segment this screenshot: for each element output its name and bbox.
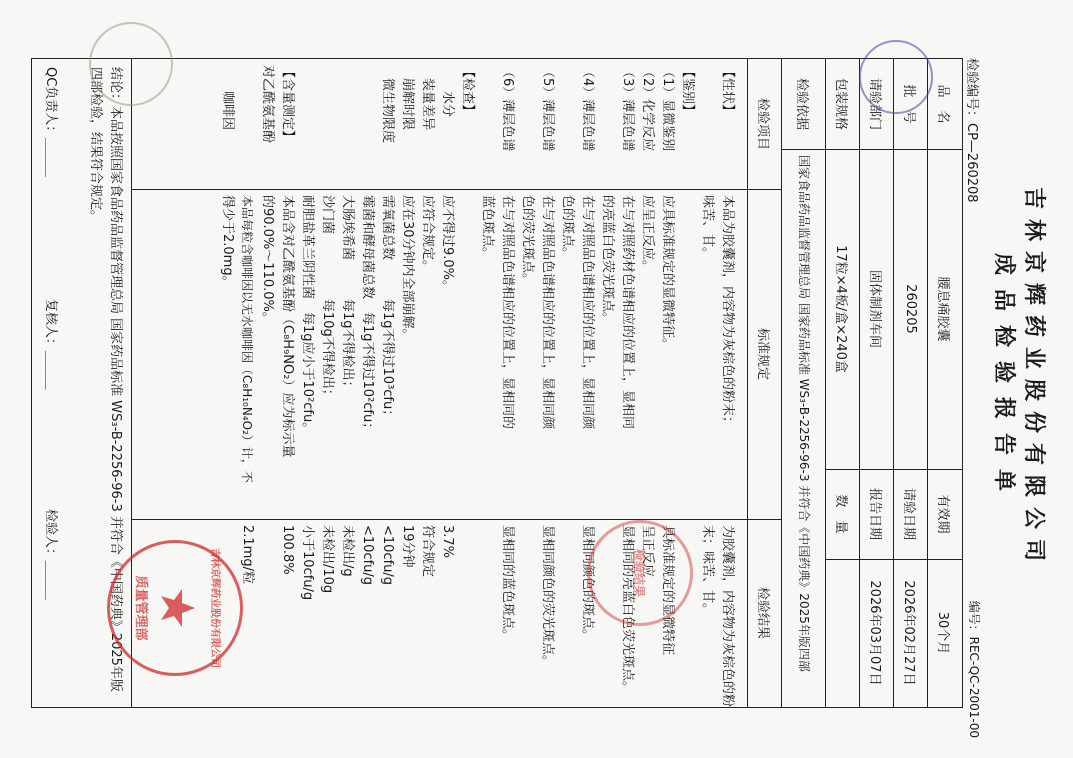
result-line: 100.8% [280, 525, 295, 575]
inspector-signature [43, 509, 62, 600]
qc-head-label: QC负责人： [43, 67, 58, 139]
standard-line: 蓝色斑点。 [480, 195, 495, 261]
quantity-label: 数 量 [833, 494, 849, 534]
item-line: 水分 [440, 65, 455, 118]
quantity-value [826, 559, 860, 707]
standard-line: 在与对照品色谱相应的位置上，显相同颜 [540, 195, 555, 430]
reviewer-handwriting: ＿＿＿ [43, 351, 58, 391]
pack-value: 17粒×4板/盒×240盒 [833, 245, 849, 373]
inspection-number-label: 检验编号： [964, 58, 979, 124]
standard-line: 的亮蓝白色荧光斑点。 [600, 195, 615, 326]
report-date-value: 2026年03月07日 [867, 580, 883, 686]
item-line [317, 65, 337, 195]
result-line: 显相同的亮蓝白色荧光斑点。 [620, 525, 635, 695]
item-line: （2）化学反应 [640, 65, 655, 152]
pack-label: 包装规格 [833, 77, 849, 130]
result-line [517, 525, 537, 713]
item-line [337, 65, 357, 195]
item-line [517, 65, 537, 195]
item-line [597, 65, 617, 195]
item-line: 【性状】 [720, 65, 735, 118]
batch-label: 批 号 [901, 84, 917, 124]
item-line [297, 65, 317, 195]
header-standard: 标准规定 [755, 327, 771, 380]
reviewer-signature [43, 299, 62, 390]
seal-dept-text: 质量管理部 [133, 575, 148, 641]
standard-line: 本品含对乙酰氨基酚（C₈H₉NO₂）应为标示量 [280, 195, 295, 458]
standard-line: 应不得过9.0%。 [440, 195, 455, 294]
item-line: （5）薄层色谱 [540, 65, 555, 152]
dept-label: 请验部门 [867, 77, 883, 130]
qc-head-signature [43, 67, 62, 177]
result-line [457, 525, 477, 713]
standard-line: 应符合规定。 [420, 195, 435, 274]
item-line: 【检查】 [460, 65, 475, 118]
info-row-product [927, 59, 962, 707]
result-line: 符合规定 [420, 525, 435, 578]
dept-value: 固体制剂车间 [867, 269, 883, 348]
result-line: 末；味苦、甘。 [700, 525, 715, 617]
standard-line: 大肠埃希菌 每1g不得检出； [340, 195, 355, 394]
standard-line: 应在30分钟内全部崩解。 [400, 195, 415, 342]
items-header-row [747, 59, 782, 707]
item-line: （1）显微鉴别 [660, 65, 675, 152]
result-line: 小于10cfu/g [300, 525, 315, 601]
standard-line: 在与对照品色谱相应的位置上，显相同颜 [580, 195, 595, 430]
standard-line: 得少于2.0mg。 [220, 195, 235, 289]
item-column [217, 59, 737, 195]
info-row-dept [859, 59, 894, 707]
result-line: 为胶囊剂，内容物为灰棕色的粉 [720, 525, 735, 708]
result-line: 显相同颜色的荧光斑点。 [540, 525, 555, 669]
standard-line: 色的斑点。 [560, 195, 575, 261]
result-line: <10cfu/g [380, 525, 395, 586]
report-title: 成品检验报告单 [991, 252, 1016, 505]
product-label: 品 名 [935, 84, 951, 124]
item-line: 崩解时限 [400, 65, 415, 131]
inspection-result-stamp [587, 520, 693, 626]
validity-value: 30个月 [935, 611, 951, 655]
item-line: 咖啡因 [220, 65, 235, 131]
seal-company-text: 吉林京辉药业股份有限公司 [209, 548, 220, 668]
standard-line: 应呈正反应。 [640, 195, 655, 274]
faint-blue-seal [859, 40, 933, 114]
result-line [557, 525, 577, 713]
info-row-batch [893, 59, 928, 707]
report-number-label: 编号： [967, 600, 981, 637]
item-line [477, 65, 497, 195]
standard-line: 需氧菌总数 每1g不得过10³cfu； [380, 195, 395, 423]
standard-line [677, 195, 697, 525]
request-date-label: 请验日期 [901, 487, 917, 540]
item-line [357, 65, 377, 195]
validity-label: 有效期 [935, 494, 951, 534]
standard-line: 色的荧光斑点。 [520, 195, 535, 287]
item-line: 【含量测定】 [280, 65, 295, 144]
basis-value: 国家食品药品监督管理总局 国家药品标准 WS₃-B-2256-96-3 并符合《中国药典》2025年版四部 [797, 155, 811, 672]
item-line: 【鉴别】 [680, 65, 695, 118]
company-name: 吉林京辉药业股份有限公司 [1021, 186, 1046, 571]
conclusion-label: 结论： [108, 67, 123, 107]
standard-line [457, 195, 477, 525]
item-line [237, 65, 257, 195]
quality-dept-seal [107, 540, 243, 676]
result-line [257, 525, 277, 713]
standard-line: 的90.0%～110.0%。 [260, 195, 275, 325]
standard-line: 在与对照品色谱相应的位置上，显相同的 [500, 195, 515, 430]
result-line: 显相同的蓝色斑点。 [500, 525, 515, 643]
item-line: （6）薄层色谱 [500, 65, 515, 152]
item-line [697, 65, 717, 195]
report-number [966, 601, 983, 738]
result-line: 显相同颜色的斑点。 [580, 525, 595, 643]
inspection-number-value: CP—260208 [964, 123, 979, 203]
result-line: 未检出/10g [320, 525, 335, 594]
result-line: 未检出/g [340, 525, 355, 577]
item-line: （4）薄层色谱 [580, 65, 595, 152]
result-line [477, 525, 497, 713]
result-line: 具标准规定的显微特征 [660, 525, 675, 656]
info-row-basis [781, 59, 826, 707]
reviewer-label: 复核人： [43, 299, 58, 352]
result-line: 3.7% [440, 525, 455, 559]
product-name: 腰息痛胶囊 [935, 276, 951, 342]
standard-line: 味苦、甘。 [700, 195, 715, 261]
basis-label: 检验依据 [794, 77, 810, 130]
faint-green-seal [89, 22, 173, 106]
conclusion-text: 本品按照国家食品药品监督管理总局 国家药品标准 WS₃-B-2256-96-3 并符合《中国药典》2025年版四部检验，结果符合规定。 [88, 67, 123, 692]
item-line: 装量差异 [420, 65, 435, 131]
info-row-pack [825, 59, 860, 707]
header-item: 检验项目 [755, 97, 771, 150]
request-date-value: 2026年02月27日 [901, 580, 917, 686]
standard-line: 应具标准规定的显微特征。 [660, 195, 675, 352]
item-line: 对乙酰氨基酚 [260, 65, 275, 144]
standard-line: 本品为胶囊剂，内容物为灰棕色的粉末； [720, 195, 735, 430]
item-line: 微生物限度 [380, 65, 395, 144]
inspection-number [964, 58, 983, 203]
qc-head-handwriting: ＿＿＿ [43, 138, 58, 178]
result-line: 呈正反应 [640, 525, 655, 578]
report-number-value: REC-QC-2001-00 [967, 636, 981, 738]
inspector-label: 检验人： [43, 509, 58, 562]
standard-line: 霉菌和酵母菌总数 每1g不得过10²cfu； [360, 195, 375, 436]
inspection-stamp-text: 检验结果 [632, 548, 647, 597]
result-line: <10cfu/g [360, 525, 375, 586]
standard-line: 本品每粒含咖啡因以无水咖啡因（C₈H₁₀N₄O₂）计，不 [240, 195, 254, 483]
standard-line: 沙门菌 每10g不得检出； [320, 195, 335, 402]
standard-line: 在与对照药材色谱相应的位置上，显相同 [620, 195, 635, 430]
inspector-handwriting: ＿＿＿ [43, 561, 58, 601]
standard-line: 耐胆盐革兰阴性菌 每1g应小于10²cfu。 [300, 195, 315, 436]
standard-column [217, 189, 737, 525]
item-line [557, 65, 577, 195]
batch-value: 260205 [903, 284, 919, 334]
item-line: （3）薄层色谱 [620, 65, 635, 152]
result-line: 19分钟 [400, 525, 415, 568]
result-line: 2.1mg/粒 [240, 525, 255, 584]
report-date-label: 报告日期 [867, 487, 883, 540]
header-result: 检验结果 [755, 586, 771, 639]
